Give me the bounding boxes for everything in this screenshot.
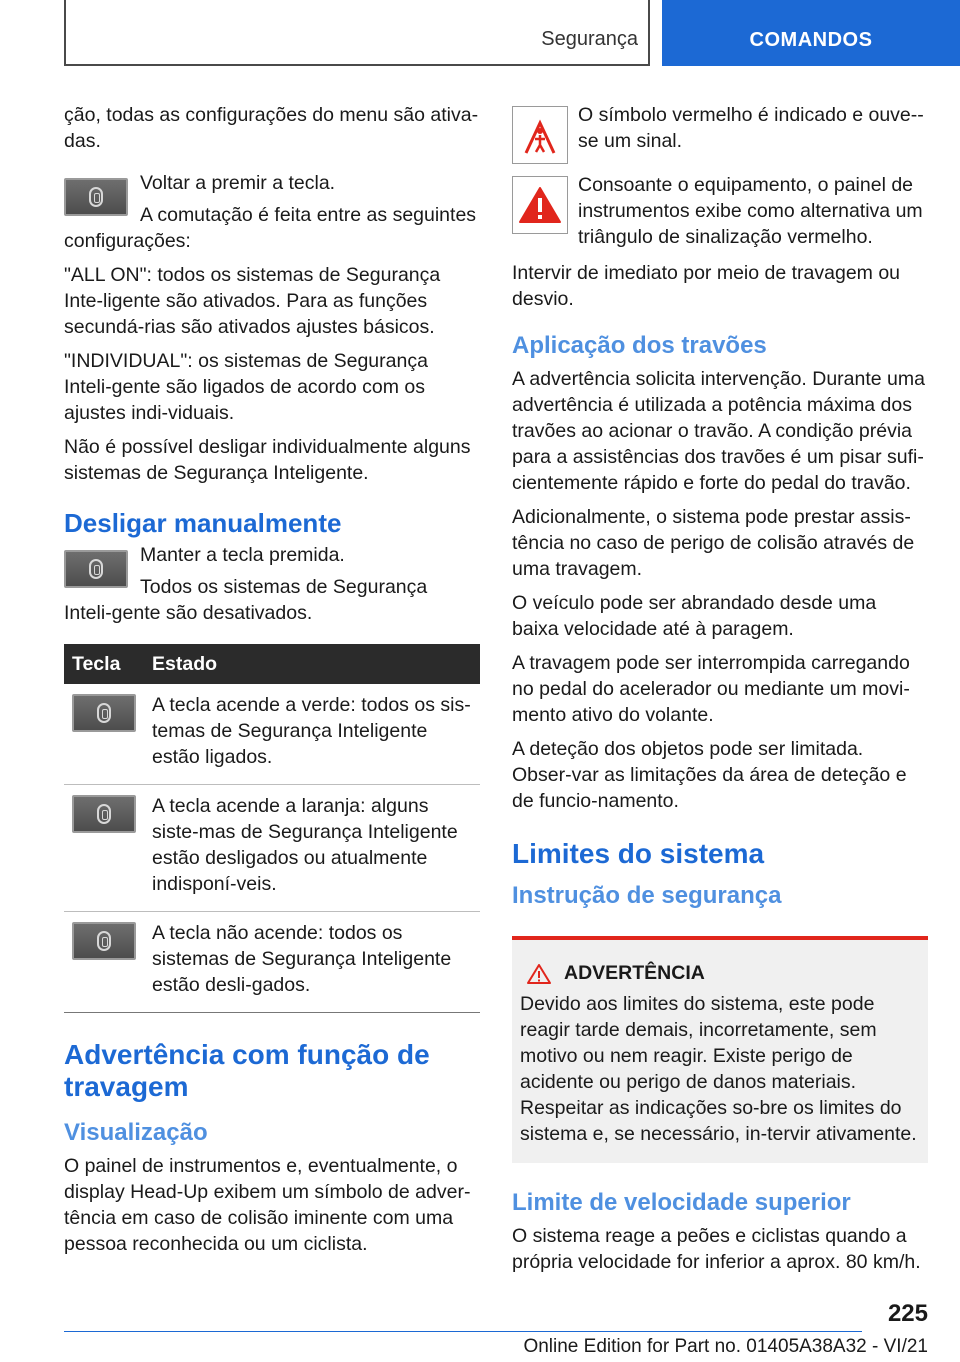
manual-off-instruction bbox=[64, 542, 480, 626]
brakes-text-1: A advertência solicita intervenção. Durante uma advertência é utilizada a potência máxima dos travões ao acionar o travão. A condição prévia para a assistências dos travões é um pisar sufi-cientemente rápido e forte do pedal do travão. bbox=[512, 368, 925, 494]
manual-off-line1: Manter a tecla premida. bbox=[140, 544, 345, 566]
brakes-text-5: A deteção dos objetos pode ser limitada. Obser-var as limitações da área de deteção e de funcio-namento. bbox=[512, 738, 907, 812]
table-row bbox=[64, 912, 480, 1013]
manual-off-line2: Todos os sistemas de Segurança Inteli-gente são desativados. bbox=[64, 576, 428, 624]
pedestrian-symbol-text: O símbolo vermelho é indicado e ouve--se um sinal. bbox=[578, 104, 924, 152]
table-cell-state: A tecla acende a laranja: alguns siste-mas de Segurança Inteligente estão desligados ou atualmente indisponí-veis. bbox=[144, 785, 480, 912]
allon-text: "ALL ON": todos os sistemas de Segurança Inte-ligente são ativados. Para as funções secundá-rias são ativados ajustes básicos. bbox=[64, 264, 441, 338]
header-chapter-tab: COMANDOS bbox=[662, 0, 960, 66]
heading-braking-warning: Advertência com função de travagem bbox=[64, 1039, 430, 1102]
intelligent-safety-button-icon bbox=[64, 550, 128, 588]
table-row bbox=[64, 785, 480, 912]
button-off-icon bbox=[72, 922, 136, 960]
warning-text: Devido aos limites do sistema, este pode reagir tarde demais, incorretamente, sem motivo ou nem reagir. Existe perigo de acidente ou perigo de danos materiais. Respeitar as indicações so-bre os limites do sistema e, se necessário, in-tervir ativamente. bbox=[520, 993, 917, 1145]
brakes-text-2: Adicionalmente, o sistema pode prestar assis-tência no caso de perigo de colisão através de uma travagem. bbox=[512, 506, 915, 580]
pedestrian-symbol-row bbox=[512, 102, 928, 162]
brakes-text-4: A travagem pode ser interrompida carregando no pedal do acelerador ou mediante um movi-mento ativo do volante. bbox=[512, 652, 910, 726]
heading-manual-off: Desligar manualmente bbox=[64, 508, 342, 538]
button-orange-icon bbox=[72, 795, 136, 833]
page-header bbox=[0, 0, 960, 66]
heading-brakes: Aplicação dos travões bbox=[512, 332, 767, 359]
intervene-text: Intervir de imediato por meio de travagem ou desvio. bbox=[512, 262, 901, 310]
table-header-state: Estado bbox=[144, 644, 480, 684]
table-cell-state: A tecla não acende: todos os sistemas de Segurança Inteligente estão desli-gados. bbox=[144, 912, 480, 1013]
toggle-instruction bbox=[64, 170, 480, 254]
nodisable-text: Não é possível desligar individualmente alguns sistemas de Segurança Inteligente. bbox=[64, 436, 471, 484]
warning-box bbox=[512, 936, 928, 1163]
page-number: 225 bbox=[887, 1300, 928, 1327]
brakes-text-3: O veículo pode ser abrandado desde uma baixa velocidade até à paragem. bbox=[512, 592, 877, 640]
table-row bbox=[64, 684, 480, 785]
triangle-symbol-text: Consoante o equipamento, o painel de instrumentos exibe como alternativa um triângulo de sinalização vermelho. bbox=[578, 174, 923, 248]
speed-limit-text: O sistema reage a peões e ciclistas quando a própria velocidade for inferior a aprox. 80 km/h. bbox=[512, 1225, 921, 1273]
table-header-key: Tecla bbox=[64, 644, 144, 684]
pedestrian-warning-icon bbox=[512, 106, 568, 164]
header-section-title: Segurança bbox=[541, 28, 638, 50]
warning-triangle-outline-icon bbox=[526, 963, 552, 985]
warning-triangle-icon bbox=[512, 176, 568, 234]
toggle-instruction-line1: Voltar a premir a tecla. bbox=[140, 172, 336, 194]
left-column bbox=[64, 102, 480, 1265]
button-state-table bbox=[64, 644, 480, 1013]
heading-display: Visualização bbox=[64, 1119, 208, 1146]
intro-text: ção, todas as configurações do menu são ativa-das. bbox=[64, 104, 479, 152]
warning-title-text: ADVERTÊNCIA bbox=[564, 962, 705, 984]
individual-text: "INDIVIDUAL": os sistemas de Segurança Inteli-gente são ligados de acordo com os ajustes indi-viduais. bbox=[64, 350, 428, 424]
heading-speed-limit: Limite de velocidade superior bbox=[512, 1189, 851, 1216]
button-green-icon bbox=[72, 694, 136, 732]
footer-divider bbox=[64, 1331, 862, 1332]
toggle-instruction-line2: A comutação é feita entre as seguintes configurações: bbox=[64, 204, 477, 252]
table-cell-state: A tecla acende a verde: todos os sis-temas de Segurança Inteligente estão ligados. bbox=[144, 684, 480, 785]
heading-safety-note: Instrução de segurança bbox=[512, 882, 782, 909]
triangle-symbol-row bbox=[512, 172, 928, 250]
footer-edition: Online Edition for Part no. 01405A38A32 - VI/21 bbox=[523, 1336, 928, 1357]
right-column bbox=[512, 102, 928, 1283]
warning-title bbox=[520, 962, 920, 985]
intelligent-safety-button-icon bbox=[64, 178, 128, 216]
display-text: O painel de instrumentos e, eventualmente, o display Head-Up exibem um símbolo de adver-tência em caso de colisão iminente com uma pessoa reconhecida ou um ciclista. bbox=[64, 1155, 471, 1255]
heading-system-limits: Limites do sistema bbox=[512, 838, 765, 869]
